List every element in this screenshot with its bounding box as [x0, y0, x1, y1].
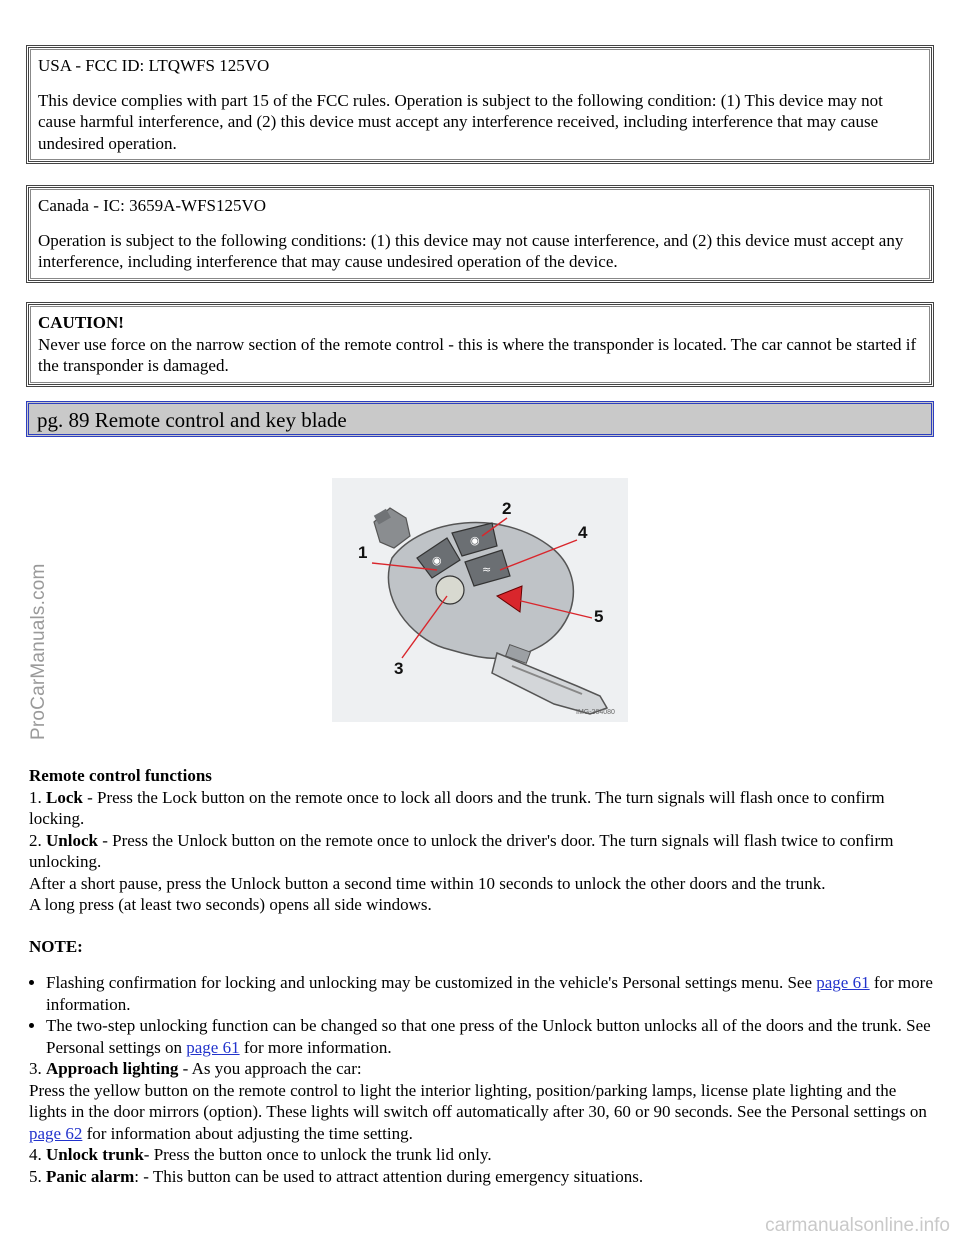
caution-body: Never use force on the narrow section of the remote control - this is where the transponder is located. The car cannot be started if the transponder is damaged. [38, 334, 917, 375]
fcc-notice-box [26, 45, 934, 164]
item-panic-alarm: 5. Panic alarm: - This button can be used to attract attention during emergency situations. [29, 1166, 644, 1186]
fcc-title: USA - FCC ID: LTQWFS 125VO [38, 56, 270, 75]
after-pause-text: After a short pause, press the Unlock button a second time within 10 seconds to unlock the other doors and the trunk. [29, 873, 826, 893]
side-watermark: ProCarManuals.com [28, 563, 49, 740]
caution-box [26, 302, 934, 387]
item-unlock-trunk: 4. Unlock trunk- Press the button once to unlock the trunk lid only. [29, 1145, 492, 1164]
canada-body: Operation is subject to the following conditions: (1) this device may not cause interference, and (2) this device must accept any interference, including interference that may cause undesired operation of the device. [38, 230, 904, 271]
page-61-link-2[interactable]: page 61 [186, 1037, 240, 1057]
item-lock: 1. Lock - Press the Lock button on the remote once to lock all doors and the trunk. The turn signals will flash once to confirm locking. [29, 787, 885, 828]
remote-control-figure [332, 478, 628, 722]
svg-text:◉: ◉ [432, 554, 442, 567]
note-list [29, 972, 933, 1058]
callout-5: 5 [594, 607, 604, 626]
item-unlock: 2. Unlock - Press the Unlock button on the remote once to unlock the driver's door. The turn signals will flash twice to confirm unlocking. [29, 830, 894, 871]
canada-notice-box [26, 185, 934, 283]
long-press-text: A long press (at least two seconds) opens all side windows. [29, 895, 432, 914]
canada-title: Canada - IC: 3659A-WFS125VO [38, 196, 267, 215]
section-heading: pg. 89 Remote control and key blade [26, 401, 934, 437]
caution-title: CAUTION! [38, 313, 124, 332]
approach-lighting-body: Press the yellow button on the remote control to light the interior lighting, position/parking lamps, license plate lighting and the lights in the door mirrors (option). These lights will switch off automatically after 30, 60 or 90 seconds. See the Personal settings on page 62 for information about adjusting the time setting. [29, 1080, 927, 1143]
remote-control-illustration [332, 478, 628, 722]
item-approach-lighting: 3. Approach lighting - As you approach the car: [29, 1059, 362, 1078]
page-62-link[interactable]: page 62 [29, 1123, 83, 1143]
note-title: NOTE: [29, 936, 83, 956]
svg-text:≈: ≈ [482, 563, 492, 576]
callout-4: 4 [578, 523, 588, 542]
callout-1: 1 [358, 543, 368, 562]
callout-2: 2 [502, 499, 512, 518]
page-61-link[interactable]: page 61 [816, 973, 870, 992]
functions-heading: Remote control functions [29, 766, 212, 785]
note-bullet-2: • The two-step unlocking function can be changed so that one press of the Unlock button unlocks all of the doors and the trunk. See Personal settings on page 61 for more information. [46, 1015, 933, 1058]
note-bullet-1: • Flashing confirmation for locking and unlocking may be customized in the vehicle's Personal settings menu. See page 61 for more information. [46, 972, 933, 1015]
fcc-body: This device complies with part 15 of the FCC rules. Operation is subject to the following condition: (1) This device may not cause harmful interference, and (2) this device must accept any interference received, including interference that may cause undesired operation. [38, 90, 883, 153]
svg-text:◉: ◉ [470, 534, 480, 547]
image-code: IMG-204080 [576, 709, 615, 716]
functions-section [29, 765, 933, 1187]
callout-3: 3 [394, 659, 404, 678]
bottom-watermark: carmanualsonline.info [765, 1214, 950, 1236]
